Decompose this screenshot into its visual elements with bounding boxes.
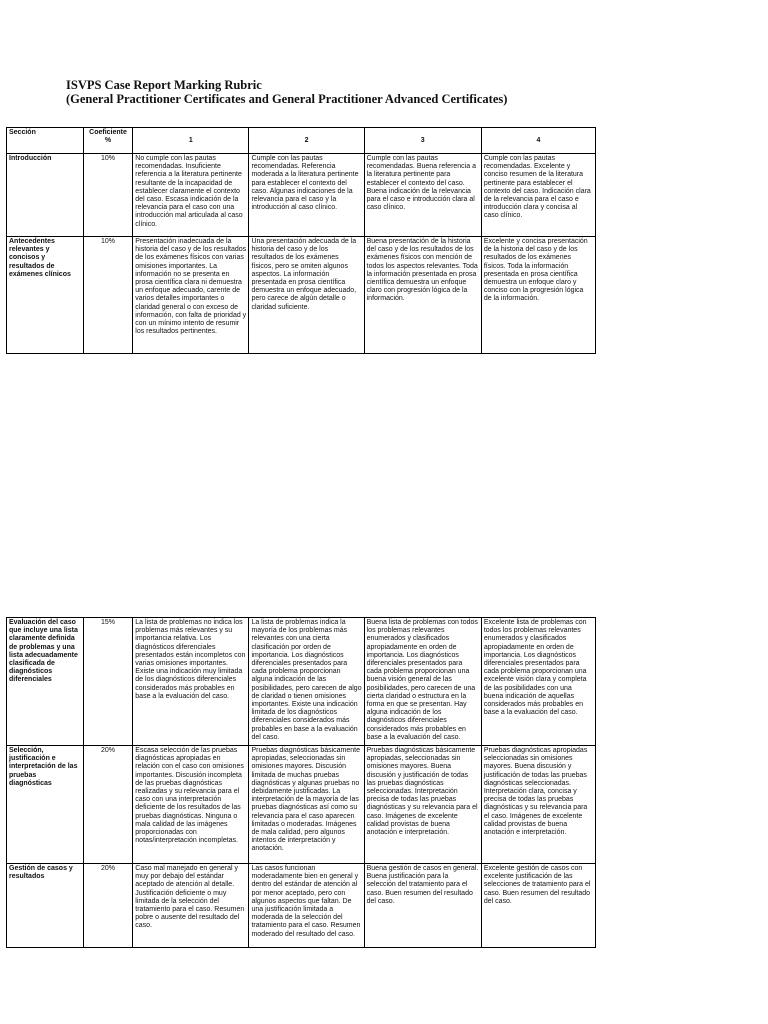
header-score-3: 3 bbox=[364, 128, 481, 154]
row-score-1: Presentación inadecuada de la historia del caso y de los resultados de los exámenes físicos con varias omisiones importantes. La información no se presenta en prosa científica clara ni demuestra un enfoque adecuado, carente de varios detalles importantes o claridad general o con exceso de información, con falta de prioridad y con un mínimo intento de resumir los resultados pertinentes. bbox=[133, 237, 249, 354]
row-score-3: Buena presentación de la historia del caso y de los resultados de los exámenes físicos con mención de todos los aspectos relevantes. Toda la información presentada en prosa científica demuestra un enfoque claro con progresión lógica de la información. bbox=[364, 237, 481, 354]
header-score-2: 2 bbox=[249, 128, 364, 154]
table-row bbox=[7, 237, 596, 354]
row-coefficient: 10% bbox=[83, 154, 133, 237]
row-score-1: La lista de problemas no indica los problemas más relevantes y su importancia relativa. Los diagnósticos diferenciales presentados están incompletos con varias omisiones importantes. Existe una indicación muy limitada de los diagnósticos diferenciales considerados más probables en base a la evaluación del caso. bbox=[133, 618, 249, 746]
row-coefficient: 20% bbox=[83, 746, 133, 864]
rubric-table-top bbox=[6, 127, 596, 354]
row-score-2: Pruebas diagnósticas básicamente apropiadas, seleccionadas sin omisiones mayores. Discusión limitada de muchas pruebas diagnósticas y algunas pruebas no debidamente justificadas. La interpretación de la mayoría de las pruebas diagnósticas así como su relevancia para el caso aparecen limitadas o moderadas. Imágenes de mala calidad, pero algunos intentos de interpretación y anotación. bbox=[249, 746, 364, 864]
row-score-3: Buena lista de problemas con todos los problemas relevantes enumerados y clasificados apropiadamente en orden de importancia. Los diagnósticos diferenciales presentados para cada problema proporcionan una buena visión general de las posibilidades, pero carecen de una cierta claridad o estructura en la forma en que se presentan. Hay alguna indicación de los diagnósticos diferenciales considerados más probables en base a la evaluación del caso. bbox=[364, 618, 481, 746]
row-score-3: Buena gestión de casos en general. Buena justificación para la selección del tratamiento para el caso. Buen resumen del resultado del caso. bbox=[364, 864, 481, 948]
header-coefficient: Coeficiente % bbox=[83, 128, 133, 154]
row-score-3: Cumple con las pautas recomendadas. Buena referencia a la literatura pertinente para establecer el contexto del caso. Buena indicación de la relevancia para el caso e introducción clara al caso clínico. bbox=[364, 154, 481, 237]
header-score-1: 1 bbox=[133, 128, 249, 154]
row-score-4: Pruebas diagnósticas apropiadas seleccionadas sin omisiones mayores. Buena discusión y justificación de todas las pruebas diagnósticas seleccionadas. Interpretación clara, concisa y precisa de todas las pruebas diagnósticas y su relevancia para el caso. Imágenes de excelente calidad provistas de buena anotación e interpretación. bbox=[481, 746, 595, 864]
header-row bbox=[7, 128, 596, 154]
row-score-4: Cumple con las pautas recomendadas. Excelente y conciso resumen de la literatura pertinente para establecer el contexto del caso. Indicación clara de la relevancia para el caso e introducción clara y concisa al caso clínico. bbox=[481, 154, 595, 237]
row-coefficient: 20% bbox=[83, 864, 133, 948]
row-coefficient: 10% bbox=[83, 237, 133, 354]
table-row bbox=[7, 618, 596, 746]
header-score-4: 4 bbox=[481, 128, 595, 154]
table-row bbox=[7, 864, 596, 948]
header-section: Sección bbox=[7, 128, 84, 154]
row-section: Evaluación del caso que incluye una lista claramente definida de problemas y una lista adecuadamente clasificada de diagnósticos diferenciales bbox=[7, 618, 84, 746]
row-score-3: Pruebas diagnósticas básicamente apropiadas, seleccionadas sin omisiones mayores. Buena discusión y justificación de todas las pruebas diagnósticas seleccionadas. Interpretación precisa de todas las pruebas diagnósticas y su relevancia para el caso. Imágenes de excelente calidad provistas de buena anotación e interpretación. bbox=[364, 746, 481, 864]
title-line-2: (General Practitioner Certificates and General Practitioner Advanced Certificates) bbox=[66, 92, 508, 106]
row-coefficient: 15% bbox=[83, 618, 133, 746]
row-score-2: La lista de problemas indica la mayoría de los problemas más relevantes con una cierta clasificación por orden de importancia. Los diagnósticos diferenciales presentados para cada problema proporcionan alguna indicación de las posibilidades, pero carecen de algo de claridad o tienen omisiones importantes. Existe una indicación limitada de los diagnósticos diferenciales considerados más probables en base a la evaluación del caso. bbox=[249, 618, 364, 746]
row-section: Antecedentes relevantes y concisos y resultados de exámenes clínicos bbox=[7, 237, 84, 354]
row-score-4: Excelente y concisa presentación de la historia del caso y de los resultados de los exámenes físicos. Toda la información presentada en prosa científica demuestra un enfoque claro y conciso con la progresión lógica de la información. bbox=[481, 237, 595, 354]
row-score-4: Excelente lista de problemas con todos los problemas relevantes enumerados y clasificados apropiadamente en orden de importancia. Los diagnósticos diferenciales presentados para cada problema proporcionan una excelente visión clara y completa de las posibilidades con una buena indicación de aquellas considerados más probables en base a la evaluación del caso. bbox=[481, 618, 595, 746]
row-score-1: Escasa selección de las pruebas diagnósticas apropiadas en relación con el caso con omisiones importantes. Discusión incompleta de las pruebas diagnósticas realizadas y su relevancia para el caso con una interpretación deficiente de los resultados de las pruebas diagnósticas. Ninguna o mala calidad de las imágenes proporcionadas con notas/interpretación incompletas. bbox=[133, 746, 249, 864]
row-score-1: No cumple con las pautas recomendadas. Insuficiente referencia a la literatura pertinente resultante de la incapacidad de establecer claramente el contexto del caso. Escasa indicación de la relevancia para el caso con una introducción mal articulada al caso clínico. bbox=[133, 154, 249, 237]
row-score-1: Caso mal manejado en general y muy por debajo del estándar aceptado de atención al detalle. Justificación deficiente o muy limitada de la selección del tratamiento para el caso. Resumen pobre o ausente del resultado del caso. bbox=[133, 864, 249, 948]
row-section: Introducción bbox=[7, 154, 84, 237]
table-row bbox=[7, 746, 596, 864]
row-score-2: Las casos funcionan moderadamente bien en general y dentro del estándar de atención al por menor aceptado, pero con algunos aspectos que faltan. De una justificación limitada a moderada de la selección del tratamiento para el caso. Resumen moderado del resultado del caso. bbox=[249, 864, 364, 948]
row-score-2: Una presentación adecuada de la historia del caso y de los resultados de los exámenes físicos, pero se omiten algunos aspectos. La información presentada en prosa científica demuestra un enfoque adecuado, pero carece de algún detalle o claridad suficiente. bbox=[249, 237, 364, 354]
rubric-table-bottom bbox=[6, 617, 596, 948]
row-section: Gestión de casos y resultados bbox=[7, 864, 84, 948]
row-section: Selección, justificación e interpretación de las pruebas diagnósticas bbox=[7, 746, 84, 864]
table-row bbox=[7, 154, 596, 237]
row-score-2: Cumple con las pautas recomendadas. Referencia moderada a la literatura pertinente para establecer el contexto del caso. Algunas indicaciones de la relevancia para el caso y la introducción al caso clínico. bbox=[249, 154, 364, 237]
row-score-4: Excelente gestión de casos con excelente justificación de las selecciones de tratamiento para el caso. Buen resumen del resultado del caso. bbox=[481, 864, 595, 948]
document-title bbox=[66, 78, 507, 106]
title-line-1: ISVPS Case Report Marking Rubric bbox=[66, 78, 262, 92]
